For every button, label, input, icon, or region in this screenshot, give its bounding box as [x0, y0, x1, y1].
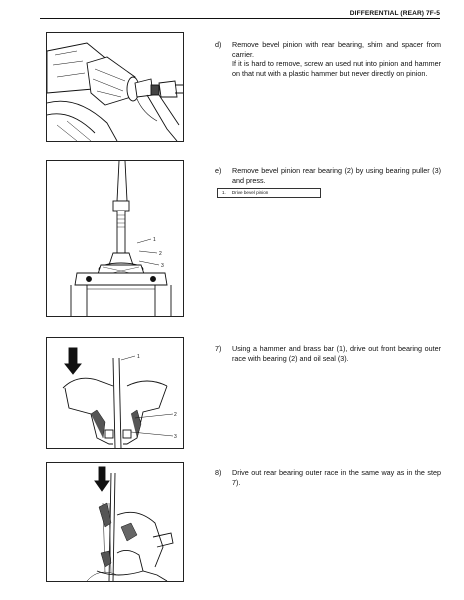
figure-bearing-puller-press	[46, 160, 184, 317]
note-number: 1.	[222, 190, 226, 195]
step-marker: d)	[215, 40, 222, 49]
remove-pinion-illustration	[47, 33, 183, 141]
step-d	[215, 40, 441, 78]
step-8	[215, 468, 441, 487]
step-marker: e)	[215, 166, 222, 175]
callout-3: 3	[174, 434, 177, 440]
note-text: Drive bevel pinion	[231, 190, 269, 195]
figure-remove-bevel-pinion	[46, 32, 184, 142]
callout-3: 3	[161, 263, 164, 269]
step-text: Remove bevel pinion rear bearing (2) by using bearing puller (3) and press.	[232, 166, 441, 185]
callout-1: 1	[153, 237, 156, 243]
callout-2: 2	[159, 251, 162, 257]
step-text: Remove bevel pinion with rear bearing, shim and spacer from carrier.	[232, 40, 441, 59]
step-marker: 7)	[215, 344, 222, 353]
page-header-title: DIFFERENTIAL (REAR) 7F-5	[349, 10, 440, 17]
callout-2: 2	[174, 412, 177, 418]
step-text: If it is hard to remove, screw an used nut into pinion and hammer on that nut with a plastic hammer but never directly on pinion.	[232, 59, 441, 78]
step-text: Drive out rear bearing outer race in the same way as in the step 7).	[232, 468, 441, 487]
front-race-illustration	[47, 338, 183, 448]
figure-drive-front-outer-race	[46, 337, 184, 449]
bearing-puller-illustration	[47, 161, 183, 316]
note-box	[217, 188, 321, 198]
header-rule	[40, 18, 440, 19]
step-marker: 8)	[215, 468, 222, 477]
callout-1: 1	[137, 354, 140, 360]
figure-drive-rear-outer-race	[46, 462, 184, 582]
step-e	[215, 166, 441, 185]
step-7	[215, 344, 441, 363]
step-text: Using a hammer and brass bar (1), drive out front bearing outer race with bearing (2) and oil seal (3).	[232, 344, 441, 363]
rear-race-illustration	[47, 463, 183, 581]
